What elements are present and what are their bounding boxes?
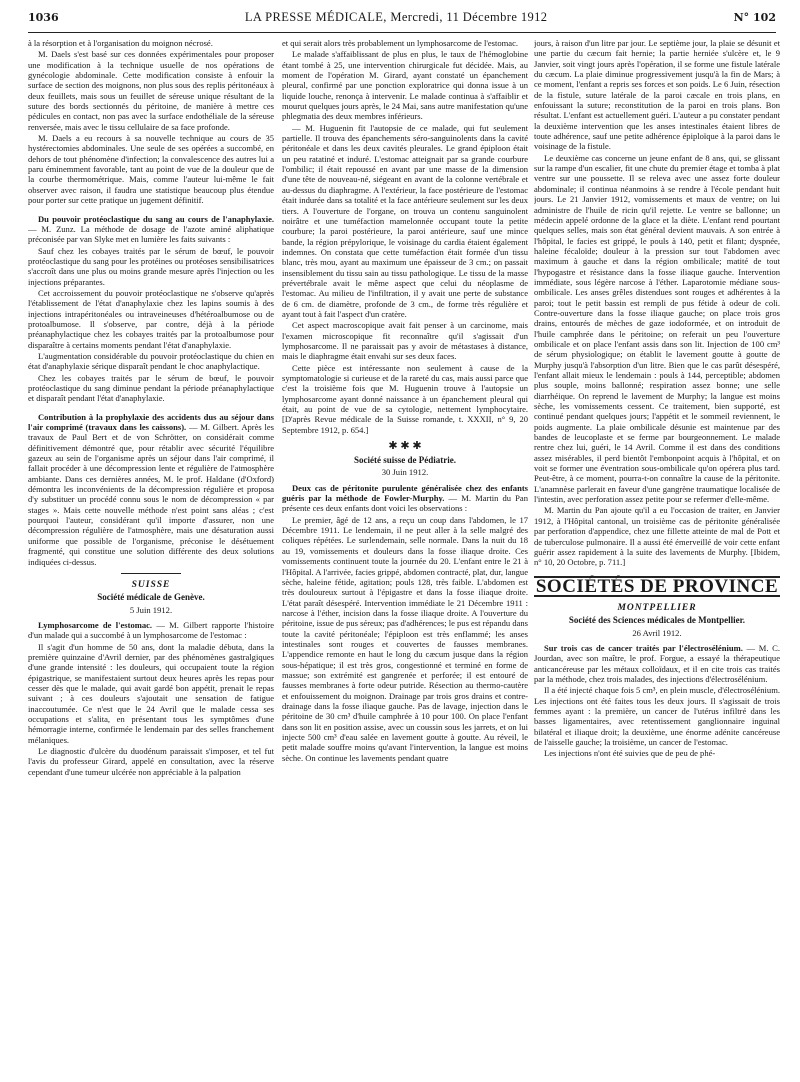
paragraph: M. Daels a eu recours à sa nouvelle technique au cours de 35 hystérectomies abdominales. Une seule de ses opérées a succombé, en dehors de tout phénomène d'infection; la convalescence des autres lui a paru éminemment favorable, tant au point de vue de la douleur que de la courbe thermométrique. Mais, comme l'auteur lui-même le fait observer avec raison, il faudra une statistique beaucoup plus étendue pour porter sur cette pratique un jugement définitif. bbox=[28, 133, 274, 206]
paragraph: Sauf chez les cobayes traités par le sérum de bœuf, le pouvoir protéoclastique du sang pour les protéines ou protéoses sensibilisatrices s'accroît dans une plus ou moins grande mesure après l'injection ou les injections préparantes. bbox=[28, 245, 274, 287]
section-banner-provinces: SOCIÉTÉS DE PROVINCE bbox=[535, 575, 779, 597]
section-heading-suisse: SUISSE bbox=[131, 579, 171, 590]
column-1 bbox=[28, 38, 274, 1078]
society-heading: Société médicale de Genève. bbox=[97, 592, 205, 603]
article-text: — M. Gilbert. Après les travaux de Paul Bert et de von Schrötter, on considérait comme définitivement démontré que, pour rétablir avec sécurité l'équilibre gazeux au sein de l'organisme après un séjour dans l'air comprimé, il fallait procéder à une décompression lente et régulière de l'atmosphère ambiante. Dans ces dernières années, M. le prof. Haldane (d'Oxford) démontra les inconvénients de la décompression régulière et proposa d'y substituer un procédé connu sous le nom de décompression « par stages ». Mais cette nouvelle méthode n'est point sans aléas ; c'est pourquoi l'auteur, considérant qu'il importe d'assurer, non une décompression régulière de l'atmosphère, mais une désaturation aussi uniforme que possible de l'organisme, préconise le désétuement fragmenté, qui constitue une solution différente des deux solutions indiquées ci-dessus. bbox=[28, 422, 274, 567]
column-3 bbox=[534, 38, 780, 1078]
issue-number: N° 102 bbox=[733, 11, 776, 24]
paragraph: et qui serait alors très probablement un lymphosarcome de l'estomac. bbox=[282, 38, 519, 48]
article-text: — M. Gilbert rapporte l'histoire d'un malade qui a succombé à un lymphosarcome de l'estomac : bbox=[28, 619, 274, 641]
page-header bbox=[28, 10, 776, 33]
article-title: Sur trois cas de cancer traités par l'électrosélénium. bbox=[544, 642, 743, 653]
paragraph: Cet accroissement du pouvoir protéoclastique ne s'observe qu'après l'établissement de l'état d'anaphylaxie chez les lapins soumis à des injections intrapéritonéales ou intraveineuses d'hétéroalbumose ou de protoalbumose. Il s'observe, par contre, déjà à la période préanaphylactique chez les cobayes traités par la protoalbumose pour disparaître à certains moments pendant l'état d'anaphylaxie. bbox=[28, 287, 274, 350]
paragraph: M. Martin du Pan ajoute qu'il a eu l'occasion de traiter, en Janvier 1912, à l'Hôpital cantonal, un troisième cas de péritonite généralisée par perforation d'appendice, chez une fillette atteinte de mal de Pott et de tuberculose pulmonaire. Il a aussi été émerveillé de voir cette enfant guérir assez rapidement à la suite des lavements de Murphy. [Ibidem, n° 10, 20 Octobre, p. 711.] bbox=[534, 505, 780, 568]
article-paragraph bbox=[28, 214, 274, 245]
article-paragraph bbox=[282, 483, 528, 514]
paragraph: Les injections n'ont été suivies que de peu de phé- bbox=[544, 748, 716, 759]
paragraph: à la résorption et à l'organisation du moignon nécrosé. bbox=[28, 38, 213, 48]
article-title: Lymphosarcome de l'estomac. bbox=[38, 619, 153, 630]
paragraph: jours, à raison d'un litre par jour. Le septième jour, la plaie se désunit et une partie du cæcum fait hernie; la partie herniée s'ulcère et, le 9 Janvier, soit vingt jours après l'opération, il se forme une fistule latérale du cæcum. La plaie diminue progressivement jusqu'à la fin de Mars; à ce moment, l'enfant a repris ses forces et son poids. Le 6 Juin, résection de la fistule, suture latérale de la paroi cæcale en trois plans, en enfouissant la suture; reconstitution de la paroi en trois plans. Bon résultat. L'enfant est actuellement guéri. L'auteur a pu constater pendant la deuxième intervention que les anses intestinales étaient libres de toute adhérence, sauf une petite adhérence épiploïque à la paroi dans le voisinage de la fistule. bbox=[534, 38, 780, 152]
paragraph: Il a été injecté chaque fois 5 cm³, en plein muscle, d'électrosélénium. Les injections ont été faites tous les deux jours. Il s'agissait de trois femmes ayant : la première, un cancer de l'utérus infiltré dans les basses ligamentaires, avec retentissement ganglionnaire inguinal bilatéral et iliaque droit; la deuxième, une énorme adénite cancéreuse de l'aisselle gauche; la troisième, un cancer de l'estomac. bbox=[534, 685, 780, 747]
page-number: 1036 bbox=[28, 11, 59, 24]
paragraph: Le deuxième cas concerne un jeune enfant de 8 ans, qui, se glissant sur la rampe d'un escalier, fit une chute du premier étage et tomba à plat ventre sur une poussette. Il se releva avec une assez forte douleur abdominale; il continua néanmoins à se rendre à l'école pendant huit jours. Le 21 Janvier 1912, vomissements et maux de ventre; on lui administre de l'huile de ricin qu'il rejette. Le ventre se ballonne; un médecin appelé ordonne de la glace et la diète. L'enfant rend pourtant quelques selles, mais son état général devient mauvais. A son entrée à l'hôpital, le facies est grippé, le pouls à 140, petit et filant; dyspnée, haleine fécaloïde; douleur à la pression sur tout l'abdomen avec maximum à gauche et dans la région ombilicale; matité de tout l'hypogastre et résistance dans la fosse iliaque gauche. Intervention immédiate, sous légère narcose à l'éther. Laparotomie médiane sous-ombilicale. Les anses grêles distendues sont rouges et adhérentes à la paroi; tout le petit bassin est rempli de pus fétide à odeur de coli. Contre-ouverture dans la fosse iliaque gauche; on place trois gros drains, entourés de mèches de gaze iodoformée, et on introduit de l'huile camphrée dans le péritoine; on referait un peu l'ouverture ombilicale et on place l'enfant assis dans son lit. Injection de 100 cm³ de sérum physiologique; on établit le lavement goutte à goutte de Murphy jusqu'à l'absorption d'un litre. Bien que le cas parût désespéré, l'enfant allait mieux le lendemain : pouls à 144, perceptible; abdomen plus souple, moins ballonné; respiration assez bonne; une selle diarrhéique. On reprend le lavement de Murphy; la langue est moins sèche, les vomissements cessent. Ce traitement, bien supporté, est continué pendant quelques jours; l'appétit et le sommeil reviennent, le poids augmente. La plaie ombilicale désunie est maintenue par des bandes de leucoplaste et se ferme par bourgeonnement. Le malade rentre chez lui, guéri, le 14 Avril. Comme il est dans des conditions assez misérables, il perd bientôt l'embonpoint acquis à l'hôpital, et on voit se former une éventration sous-ombilicale qu'on opérera plus tard. Peut-être, à ce moment, pourra-t-on connaître la cause de la péritonite. L'anamnèse parlerait en faveur d'une gangrène traumatique localisée de l'intestin, avec perforation assez petite pour se refermer d'elle-même. bbox=[534, 152, 780, 505]
article-paragraph bbox=[28, 620, 274, 641]
article-paragraph bbox=[534, 643, 780, 684]
article-title: Du pouvoir protéoclastique du sang au cours de l'anaphylaxie. bbox=[38, 213, 274, 224]
paragraph: Cette pièce est intéressante non seulement à cause de la symptomatologie si curieuse et de la rareté du cas, mais aussi parce que c'est la troisième fois que M. Huguenin trouve à l'autopsie un lymphosarcome ayant donné naissance à un épanchement pleural qui était, au point de vue de sa cytologie, nettement lymphocytaire. [D'après Revue médicale de la Suisse romande, t. XXXII, n° 9, 20 Septembre 1912, p. 654.] bbox=[282, 362, 528, 435]
paragraph: Le malade s'affaiblissant de plus en plus, le taux de l'hémoglobine étant tombé à 25, une intervention chirurgicale fut décidée. Mais, au moment de l'opération M. Girard, ayant constaté un épanchement pleural, confirmé par une ponction exploratrice qui donna issue à un liquide louche, renonça à intervenir. Le malade continua à s'affaiblir et mourut quelques jours après, le 24 Mai, sans autre manifestation qu'une phlegmatia des deux membres inférieurs. bbox=[282, 49, 528, 122]
journal-title: LA PRESSE MÉDICALE, Mercredi, 11 Décembre 1912 bbox=[244, 10, 548, 24]
paragraph: Chez les cobayes traités par le sérum de bœuf, le pouvoir protéoclastique du sang diminue pendant la période préanaphylactique et disparaît pendant l'état d'anaphylaxie. bbox=[28, 372, 274, 404]
society-heading: Société suisse de Pédiatrie. bbox=[354, 455, 456, 466]
society-heading: Société des Sciences médicales de Montpellier. bbox=[568, 615, 746, 626]
article-text: — M. Zunz. La méthode de dosage de l'azote aminé aliphatique préconisée par van Slyke met en lumière les faits suivants : bbox=[28, 223, 274, 245]
article-text: — M. Martin du Pan présente ces deux enfants dont voici les observations : bbox=[282, 493, 528, 514]
article-title: Deux cas de péritonite purulente généralisée chez des enfants guéris par la méthode de Fowler-Murphy. bbox=[282, 482, 528, 504]
session-date: 26 Avril 1912. bbox=[632, 627, 682, 638]
divider bbox=[121, 573, 181, 574]
paragraph: Le premier, âgé de 12 ans, a reçu un coup dans l'abdomen, le 17 Décembre 1911. Le lendemain, il ne peut aller à la selle malgré des coliques répétées. Le surlendemain, selle normale. Dans la nuit du 18 au 19, vomissements et douleurs dans la fosse iliaque droite. Ces vomissements continuent toute la journée du 20. L'enfant entre le 21 à l'Hôpital. A l'arrivée, facies grippé, abdomen contracté, plat, dur, langue sèche, haleine fétide, agitation; pouls 128, très faible. L'abdomen est très douloureux surtout à l'épigastre et dans la fosse iliaque droite. L'état paraît désespéré. Intervention immédiate le 21 Décembre 1911 : narcose à l'éther, incision dans la fosse iliaque droite. A l'ouverture du péritoine, issue de pus séreux; pas d'adhérences; le pus est répandu dans toute la cavité péritonéale; l'épiploon est très enflammé; les anses intestinales sont rouges et couvertes de fausses membranes. L'appendice remonte en haut le long du cæcum jusque dans la région sous-hépatique; il est très gros, congestionné et terminé en forme de massue; son extrémité est gangrenée et perforée; il est entouré de fausses membranes à forte odeur putride. Résection au thermo-cautère et enfouissement du moignon. Drainage par trois gros drains et contre-drainage dans la fosse iliaque gauche. Pas de lavage, injection dans le péritoine de 30 cm³ d'huile camphrée à 10 pour 100. On place l'enfant dans son lit en position assise, avec un coussin sous les jarrets, et on lui injecte 500 cm³ d'eau salée en lavement goutte à goutte. Au réveil, le petit malade souffre moins qu'avant l'intervention, la langue est moins sèche. On continue les lavements pendant quatre bbox=[282, 514, 528, 763]
paragraph: Cet aspect macroscopique avait fait penser à un carcinome, mais l'examen microscopique fit reconnaître qu'il s'agissait d'un lymphosarcome. Il ne paraissait pas y avoir de métastases à distance, mais le diaphragme était envahi sur ses deux faces. bbox=[282, 320, 528, 362]
session-date: 30 Juin 1912. bbox=[381, 467, 429, 478]
paragraph: Le diagnostic d'ulcère du duodénum paraissait s'imposer, et tel fut l'avis du professeur Girard, appelé en consultation, avec la réserve cependant d'une tumeur ulcérée non appréciable à la palpation bbox=[28, 746, 274, 777]
asterism-ornament: ✱ ✱ ✱ bbox=[388, 440, 422, 453]
paragraph: Il s'agit d'un homme de 50 ans, dont la maladie débuta, dans la première quinzaine d'Avril dernier, par des phénomènes gastralgiques d'une grande intensité : les douleurs, qui occupaient toute la région épigastrique, se manifestaient surtout deux heures après les repas pour cesser dès que le malade, qui avait gardé bon appétit, prenait le repas suivant ; à ces douleurs s'ajoutait une sensation de fatigue inaccoutumée. Ce n'est que le 24 Avril que le malade cessa ses occupations et s'alita, en présentant tous les symptômes d'une hémorragie interne, confirmée le lendemain par des selles franchement mélaniques. bbox=[28, 641, 274, 745]
paragraph: — M. Huguenin fit l'autopsie de ce malade, qui fut seulement partielle. Il trouva des épanchements séro-sanguinolents dans la cavité péritonéale et dans les deux cavités pleurales. Le grand épiploon était un peu ratatiné et induré. L'estomac atteignait par sa grande courbure l'ombilic; il était repoussé en avant par une masse de la dimension d'une tête de nouveau-né, siégeant en avant de la colonne vertébrale et au-dessus du diaphragme. A l'extérieur, la face postérieure de l'estomac était indurée dans sa totalité et la face antérieure seulement sur les deux tiers. A l'ouverture de l'organe, on trouva un contenu sanguinolent noirâtre et une tuméfaction mamelonnée occupant toute la petite courbure; la paroi postérieure, la paroi antérieure, sauf une mince bande, la région prépylorique, le voisinage du cardia étaient également indemnes. On constata que cette tuméfaction était formée d'un tissu blanc, très mou, ayant au maximum une épaisseur de 3 cm.; on passait insensiblement du tissu sain au tissu pathologique. Le tissu de la masse prévertébrale avait le même aspect que celui du néoplasme de l'estomac. Au milieu de l'infiltration, il y avait une perte de substance de 6 cm. de diamètre, profonde de 3 cm., de forme très régulière et ayant tout à fait l'aspect d'un cratère. bbox=[282, 122, 528, 319]
article-paragraph bbox=[28, 412, 274, 567]
city-heading: MONTPELLIER bbox=[617, 602, 697, 613]
column-2 bbox=[282, 38, 528, 1078]
article-title: Contribution à la prophylaxie des accidents dus au séjour dans l'air comprimé (travaux dans les caissons). bbox=[28, 411, 274, 433]
session-date: 5 Juin 1912. bbox=[129, 604, 173, 615]
paragraph: M. Daels s'est basé sur ces données expérimentales pour proposer une modification à la technique usuelle de nos opérations de gynécologie abdominale. Cette modification consiste à enfouir la surface de section des moignons, non plus sous des replis péritonéaux à deux feuillets, mais sous un feuillet de séreuse unique résultant de la suture des bords sectionnés du péritoine, de manière à mettre ces pédicules en contact, non pas avec la surface endothéliale de la séreuse renversée, mais avec le tissu cellulaire de sa face profonde. bbox=[28, 49, 274, 132]
article-text: — M. C. Jourdan, avec son maître, le prof. Forgue, a essayé la thérapeutique anticancéreuse par les métaux colloïdaux, et il en cite trois cas traités par la méthode, chez trois malades, des injections d'électrosélénium. bbox=[534, 642, 780, 684]
paragraph: L'augmentation considérable du pouvoir protéoclastique du chien en état d'anaphylaxie sérique disparaît pendant le choc anaphylactique. bbox=[28, 350, 274, 372]
